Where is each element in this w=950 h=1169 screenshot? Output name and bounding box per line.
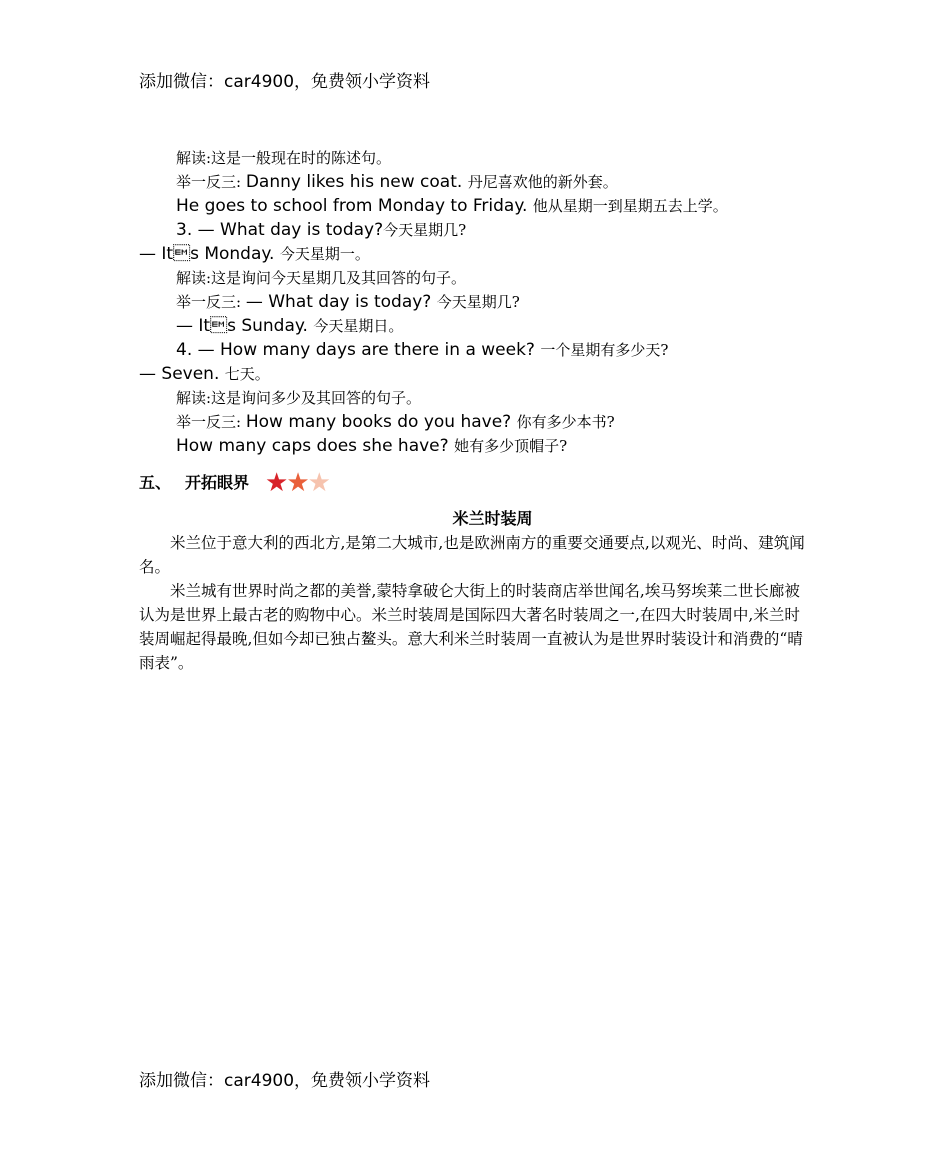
english-text: — What day is today? [245,292,437,312]
star-icon: ★ [286,468,310,498]
text-line [139,362,270,386]
english-text: — Its Monday. [139,244,280,264]
article-paragraph: 米兰位于意大利的西北方,是第二大城市,也是欧洲南方的重要交通要点,以观光、时尚、建筑闻名。 [139,534,805,576]
chinese-text: 今天星期日。 [313,317,404,335]
chinese-text: 举一反三: [176,293,246,311]
english-text: He goes to school from Monday to Friday. [176,196,533,216]
text-line [176,218,466,242]
chinese-text: 一个星期有多少天? [540,341,669,359]
chinese-text: 举一反三: [176,173,246,191]
chinese-text: 解读:这是询问多少及其回答的句子。 [176,389,422,407]
star-icon: ★ [307,468,331,498]
english-text: How many caps does she have? [176,436,455,456]
text-line [176,290,520,314]
article-title: 米兰时装周 [452,509,533,528]
text-line [176,410,615,434]
section-number: 五、 [139,473,172,492]
section-heading [139,470,329,496]
page-header-watermark: 添加微信：car4900，免费领小学资料 [139,72,431,92]
article-body [139,531,811,675]
text-line [176,338,668,362]
chinese-text: 今天星期几? [436,293,520,311]
english-text: — Seven. [139,364,225,384]
english-text: Danny likes his new coat. [245,172,468,192]
chinese-text: 解读:这是一般现在时的陈述句。 [176,149,392,167]
chinese-text: 你有多少本书? [516,413,615,431]
chinese-text: 他从星期一到星期五去上学。 [532,197,728,215]
chinese-text: 七天。 [224,365,270,383]
english-text: — Its Sunday. [176,316,314,336]
section-title: 开拓眼界 [185,473,250,492]
text-line [176,146,391,170]
page-footer-watermark: 添加微信：car4900，免费领小学资料 [139,1071,431,1091]
english-text: How many books do you have? [245,412,517,432]
star-icon: ★ [265,468,289,498]
text-line [139,242,370,266]
chinese-text: 今天星期一。 [279,245,370,263]
text-line [176,434,567,458]
text-line [176,194,728,218]
text-line [176,314,403,338]
text-line [176,266,466,290]
text-line [176,386,421,410]
english-text: 3. — What day is today? [176,220,384,240]
chinese-text: 她有多少顶帽子? [454,437,568,455]
chinese-text: 举一反三: [176,413,246,431]
text-line [176,170,618,194]
article-paragraph: 米兰城有世界时尚之都的美誉,蒙特拿破仑大街上的时装商店举世闻名,埃马努埃莱二世长廊被认为是世界上最古老的购物中心。米兰时装周是国际四大著名时装周之一,在四大时装周中,米兰时装周崛起得最晚,但如今却已独占鳌头。意大利米兰时装周一直被认为是世界时装设计和消费的“晴雨表”。 [139,582,803,672]
chinese-text: 丹尼喜欢他的新外套。 [467,173,618,191]
english-text: 4. — How many days are there in a week? [176,340,541,360]
chinese-text: 解读:这是询问今天星期几及其回答的句子。 [176,269,467,287]
chinese-text: 今天星期几? [383,221,467,239]
rating-stars [265,470,329,496]
